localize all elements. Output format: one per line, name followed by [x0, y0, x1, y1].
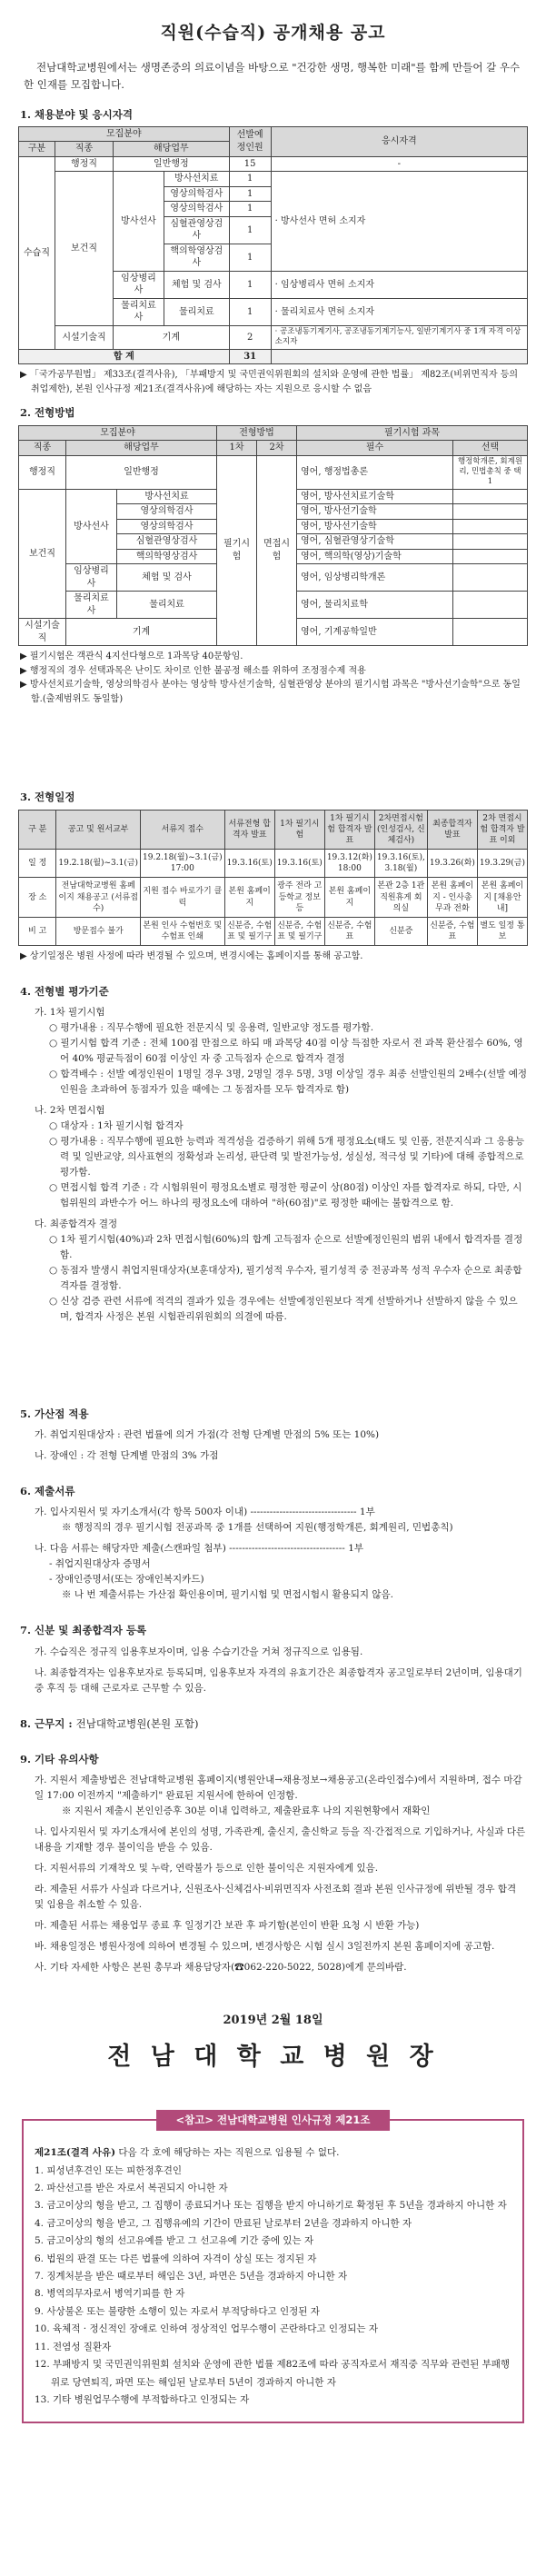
document-item: 나. 다음 서류는 해당자만 제출(스캔파일 첨부) ------------------------------------ 1부	[35, 1543, 364, 1555]
cell: 1	[229, 202, 271, 217]
evaluation-item: ○ 대상자 : 1차 필기시험 합격자	[49, 1119, 184, 1131]
cell: 핵의학영상검사	[164, 244, 230, 271]
cell: 신분증, 수험표	[427, 917, 477, 945]
th-r1: 1차	[217, 441, 257, 456]
cell	[453, 489, 528, 504]
cell: 영어, 임상병리학개론	[297, 564, 453, 592]
document-item: 가. 입사지원서 및 자기소개서(각 항목 500자 이내) --------------------------------- 1부	[35, 1507, 375, 1518]
row-label: 일 정	[19, 850, 56, 878]
notice-item: 라. 제출된 서류가 사실과 다르거나, 신원조사·신체검사·비위면직자 사전조회 결과 본원 인사규정에 위반될 경우 합격 및 임용을 취소할 수 있음.	[35, 1884, 517, 1911]
notice-item: 가. 지원서 제출방법은 전남대학교병원 홈페이지(병원안내→채용정보→채용공고(온라인접수)에서 지원하며, 접수 마감일 17:00 이전까지 "제출하기" 완료된 지원서에 한하여 인정함.	[35, 1775, 522, 1802]
cell: 1	[229, 172, 271, 187]
cell: 영어, 방사선기술학	[297, 519, 453, 534]
row-label: 장 소	[19, 878, 56, 917]
cell: 면접시험	[257, 455, 297, 646]
reference-item: 5. 금고이상의 형의 선고유예를 받고 그 선고유예 기간 중에 있는 자	[35, 2235, 314, 2247]
cell: 보건직	[19, 489, 66, 619]
document-item: ※ 나 번 제출서류는 가산점 확인용이며, 필기시험 및 면접시험시 활용되지 않음.	[62, 1589, 393, 1601]
cell	[453, 564, 528, 592]
reference-item: 11. 전염성 질환자	[35, 2341, 112, 2352]
evaluation-item: ○ 합격배수 : 선발 예정인원이 1명일 경우 3명, 2명일 경우 5명, 3명 이상일 경우 최종 선발인원의 2배수(선발 예정인원을 초과하여 동점자가 있을 때에는 그 동점자를 모두 합격자로 함)	[49, 1068, 528, 1095]
document-item: - 장애인증명서(또는 장애인복지카드)	[49, 1574, 204, 1586]
bonus-item: 가. 취업지원대상자 : 관련 법률에 의거 가점(각 전형 단계별 만점의 5% 또는 10%)	[35, 1429, 380, 1441]
reference-item: 10. 육체적 · 정신적인 장애로 인하여 정상적인 업무수행이 곤란하다고 인정되는 자	[35, 2323, 378, 2335]
th-field: 해당업무	[114, 142, 230, 157]
cell: 19.3.16(토)	[224, 850, 274, 878]
cell: 신분증, 수험표 및 필기구	[274, 917, 324, 945]
cell: 영어, 방사선기술학	[297, 504, 453, 520]
notice-item: ※ 지원서 제출시 본인인증후 30분 이내 입력하고, 제출완료후 나의 지원현황에서 재확인	[62, 1805, 431, 1817]
cell: 물리치료	[117, 592, 217, 619]
cell: · 방사선사 면허 소지자	[271, 172, 527, 272]
cell: 방사선치료	[164, 172, 230, 187]
cell: 체험 및 검사	[117, 564, 217, 592]
cell: 19.2.18(월)~3.1(금) 17:00	[141, 850, 225, 878]
registration-item: 나. 최종합격자는 임용후보자로 등록되며, 임용후보자 자격의 유효기간은 최종합격자 공고일로부터 2년이며, 임용대기 중 후직 등 대해 근로자로 근무할 수 있음.	[35, 1666, 522, 1694]
reference-badge: <참고> 전남대학교병원 인사규정 제21조	[156, 2110, 391, 2131]
cell: 핵의학영상검사	[117, 549, 217, 564]
cell: -	[271, 156, 527, 172]
section-7-body	[22, 1645, 528, 1696]
issuer-name: 전 남 대 학 교 병 원 장	[107, 2042, 439, 2071]
section-1-notes	[20, 368, 526, 396]
reference-intro	[35, 2144, 511, 2162]
cell	[453, 549, 528, 564]
cell: 일반행정	[114, 156, 230, 172]
evaluation-item: 가. 1차 필기시험	[35, 1006, 105, 1018]
note-text: 상기일정은 병원 사정에 따라 변경될 수 있으며, 변경시에는 홈페이지를 통해 공고함.	[29, 951, 363, 962]
cell: 물리치료사	[114, 298, 164, 325]
cell: 영어, 방사선치료기술학	[297, 489, 453, 504]
cell-text: 임상병리사 면허 소지자	[281, 279, 374, 290]
table-row	[19, 156, 528, 172]
th-qual: 응시자격	[271, 126, 527, 156]
cell: 행정직	[55, 156, 114, 172]
cell: 기계	[114, 325, 230, 349]
cell: 본원 홈페이지 [채용안내]	[477, 878, 527, 917]
note-item: ▶ 「국가공무원법」 제33조(결격사유), 「부패방지 및 국민권익위원회의 설치와 운영에 관한 법률」 제82조(비위면직자 등의 취업제한), 본원 인사규정 제21조(결격사유)에 해당하는 자는 지원으로 응시할 수 없음	[20, 370, 519, 394]
cell: 신분증	[374, 917, 427, 945]
evaluation-item: ○ 평가내용 : 직무수행에 필요한 전문지식 및 응용력, 일반교양 정도를 평가함.	[49, 1021, 374, 1033]
cell: 심혈관영상검사	[164, 216, 230, 244]
th-category: 구분	[19, 142, 55, 157]
th-count: 선발예정인원	[229, 126, 271, 156]
cell: 영어, 기계공학일반	[297, 619, 453, 646]
cell-text: 물리치료사 면허 소지자	[281, 306, 374, 317]
notice-item: 바. 채용일정은 병원사정에 의하여 변경될 수 있으며, 변경사항은 시험 실시 3일전까지 본원 홈페이지에 공고함.	[35, 1941, 495, 1953]
th-sched: 1차 필기시험	[274, 810, 324, 849]
cell: 지원 접수 바로가기 클릭	[141, 878, 225, 917]
workplace-value: 전남대학교병원(본원 포함)	[75, 1716, 199, 1730]
cell: 방사선사	[114, 172, 164, 272]
cell: 본원 홈페이지	[324, 878, 374, 917]
th-area: 모집분야	[19, 126, 230, 142]
cell: 신분증, 수험표	[324, 917, 374, 945]
cell: 시설기술직	[19, 619, 66, 646]
cell: 필기시험	[217, 455, 257, 646]
row-label: 비 고	[19, 917, 56, 945]
cell: 별도 일정 통보	[477, 917, 527, 945]
schedule-table	[18, 810, 528, 946]
selection-method-table	[18, 425, 528, 647]
reference-intro-text: 다음 각 호에 해당하는 자는 직원으로 임용될 수 없다.	[115, 2147, 340, 2159]
note-text: 방사선치료기술학, 영상의학검사 분야는 영상학 방사선기술학, 심혈관영상 분야의 필기시험 과목은 "방사선기술학"으로 동일함.(출제범위도 동일함)	[29, 680, 521, 704]
th-area: 모집분야	[19, 425, 217, 441]
reference-intro-label: 제21조(결격 사유)	[35, 2147, 116, 2159]
section-9-heading: 9. 기타 유의사항	[20, 1752, 99, 1765]
th-exam: 필기시험 과목	[297, 425, 528, 441]
section-7-heading: 7. 신분 및 최종합격자 등록	[20, 1624, 147, 1637]
cell: 보건직	[55, 172, 114, 326]
table-row	[19, 325, 528, 349]
cell: 19.3.26(화)	[427, 850, 477, 878]
table-row	[19, 850, 528, 878]
cell: 기계	[66, 619, 217, 646]
cell: 방문접수 불가	[56, 917, 141, 945]
cell: · 공조냉동기계기사, 공조냉동기계기능사, 일반기계기사 중 1개 자격 이상 소지자	[271, 325, 527, 349]
cell: 임상병리사	[66, 564, 117, 592]
evaluation-item: 나. 2차 면접시험	[35, 1104, 105, 1116]
section-5-heading: 5. 가산점 적용	[20, 1407, 89, 1420]
reference-text	[35, 2144, 511, 2409]
cell: 본원 인사 수험번호 및 수험표 인쇄	[141, 917, 225, 945]
cell: 15	[229, 156, 271, 172]
evaluation-item: ○ 면접시험 합격 기준 : 각 시험위원이 평정요소별로 평정한 평균이 상(80점) 이상인 자를 합격자로 하되, 다만, 시험위원의 과반수가 어느 하나의 평정요소에 대하여 "하(60점)"로 평정한 때에는 불합격으로 함.	[49, 1181, 522, 1208]
cell: 1	[229, 271, 271, 298]
section-6-heading: 6. 제출서류	[20, 1485, 75, 1498]
cell: · 물리치료사 면허 소지자	[271, 298, 527, 325]
cell	[453, 534, 528, 550]
cell-text: 공조냉동기계기사, 공조냉동기계기능사, 일반기계기사 중 1개 자격 이상 소지자	[274, 326, 521, 347]
th-job: 직종	[19, 441, 66, 456]
section-4-body	[22, 1005, 528, 1325]
reference-item: 2. 파산선고를 받은 자로서 복권되지 아니한 자	[35, 2182, 228, 2193]
section-9-body	[22, 1773, 528, 1975]
total-row	[19, 349, 528, 364]
section-3-heading: 3. 전형일정	[20, 791, 75, 804]
cell: 본원 홈페이지	[224, 878, 274, 917]
th-sched: 2차면접시험(인성검사, 신체검사)	[374, 810, 427, 849]
section-1-heading: 1. 채용분야 및 응시자격	[20, 107, 133, 121]
cell: 본관 2층 1관 직원휴게 회의실	[374, 878, 427, 917]
cell: 본원 홈페이지 - 인사총무과 전화	[427, 878, 477, 917]
note-item: ▶ 상기일정은 병원 사정에 따라 변경될 수 있으며, 변경시에는 홈페이지를 통해 공고함.	[20, 951, 363, 962]
note-text: 행정직의 경우 선택과목은 난이도 차이로 인한 불공정 해소를 위하여 조정점수제 적용	[29, 665, 366, 676]
cell: 행정직	[19, 455, 66, 489]
document-item: ※ 행정직의 경우 필기시험 전공과목 중 1개를 선택하여 지원(행정학개론, 회계원리, 민법총칙)	[62, 1522, 453, 1534]
cell: 광주 전라 고등학교 정보 등	[274, 878, 324, 917]
section-4-heading: 4. 전형별 평가기준	[20, 984, 109, 998]
th-required: 필수	[297, 441, 453, 456]
cell: 19.2.18(월)~3.1(금)	[56, 850, 141, 878]
section-8-heading	[20, 1716, 528, 1732]
note-item: ▶ 행정직의 경우 선택과목은 난이도 차이로 인한 불공정 해소를 위하여 조정점수제 적용	[20, 665, 366, 676]
cell: 일반행정	[66, 455, 217, 489]
th-method: 전형방법	[217, 425, 297, 441]
cell: 19.3.16(토), 3.18(월)	[374, 850, 427, 878]
cell: 전남대학교병원 홈페이지 채용공고 (서류접수)	[56, 878, 141, 917]
cell: 영상의학검사	[164, 186, 230, 202]
evaluation-item: ○ 필기시험 합격 기준 : 전체 100점 만점으로 하되 매 과목당 40점 이상 득점한 자로서 전 과목 환산점수 60%, 영어 40% 평균득점이 60점 이상인 자 중 고득점자 순으로 합격자 결정	[49, 1037, 523, 1064]
section-6-body	[22, 1505, 528, 1603]
evaluation-item: ○ 신상 검증 관련 서류에 적격의 결과가 있을 경우에는 선발예정인원보다 적게 선발하거나 선발하지 않을 수 있으며, 합격자 사정은 본원 시험관리위원회의 의결에 따름.	[49, 1295, 518, 1322]
cell: 방사선사	[66, 489, 117, 564]
cell: 물리치료사	[66, 592, 117, 619]
reference-box	[22, 2114, 524, 2423]
registration-item: 가. 수습직은 정규직 임용후보자이며, 임용 수습기간을 거쳐 정규직으로 임용됨.	[35, 1646, 363, 1657]
document-item: - 취업지원대상자 증명서	[49, 1558, 151, 1570]
cell: 1	[229, 244, 271, 271]
th-sched: 2차 면접시험 합격자 발표 이외	[477, 810, 527, 849]
section-8-label: 8. 근무지 :	[20, 1716, 73, 1730]
cell: 영어, 핵의학(영상)기술학	[297, 549, 453, 564]
notice-item: 다. 지원서류의 기재착오 및 누락, 연락불가 등으로 인한 불이익은 지원자에게 있음.	[35, 1863, 379, 1875]
cell: 19.3.29(금)	[477, 850, 527, 878]
table-row	[19, 455, 528, 489]
reference-item: 3. 금고이상의 형을 받고, 그 집행이 종료되거나 또는 집행을 받지 아니하기로 확정된 후 5년을 경과하지 아니한 자	[35, 2200, 507, 2212]
note-item: ▶ 방사선치료기술학, 영상의학검사 분야는 영상학 방사선기술학, 심혈관영상 분야의 필기시험 과목은 "방사선기술학"으로 동일함.(출제범위도 동일함)	[20, 680, 521, 704]
section-3-notes	[20, 950, 526, 964]
evaluation-item: 다. 최종합격자 결정	[35, 1218, 118, 1229]
th-job: 직종	[55, 142, 114, 157]
evaluation-item: ○ 동점자 발생시 취업지원대상자(보훈대상자), 필기성적 우수자, 필기성적 중 전공과목 성적 우수자 순으로 최종합격자를 결정함.	[49, 1264, 522, 1291]
cell	[453, 504, 528, 520]
cell: 수습직	[19, 156, 55, 349]
table-row	[19, 172, 528, 187]
cell	[453, 619, 528, 646]
th-field: 해당업무	[66, 441, 217, 456]
reference-item: 8. 병역의무자로서 병역기피를 한 자	[35, 2288, 185, 2300]
total-value: 31	[229, 349, 271, 364]
th-sched: 구 분	[19, 810, 56, 849]
reference-item: 13. 기타 병원업무수행에 부적합하다고 인정되는 자	[35, 2394, 250, 2405]
cell: 영어, 물리치료학	[297, 592, 453, 619]
section-5-body	[22, 1427, 528, 1464]
note-text: 「국가공무원법」 제33조(결격사유), 「부패방지 및 국민권익위원회의 설치와 운영에 관한 법률」 제82조(비위면직자 등의 취업제한), 본원 인사규정 제21조(결격사유)에 해당하는 자는 지원으로 응시할 수 없음	[29, 370, 519, 394]
th-sched: 서류전형 합격자 발표	[224, 810, 274, 849]
cell: 심혈관영상검사	[117, 534, 217, 550]
cell: 방사선치료	[117, 489, 217, 504]
cell: 2	[229, 325, 271, 349]
cell: 1	[229, 216, 271, 244]
cell: 영어, 행정법총론	[297, 455, 453, 489]
notice-item: 나. 입사지원서 및 자기소개서에 본인의 성명, 가족관계, 출신지, 출신학교 등을 직·간접적으로 기입하거나, 사실과 다른 내용을 기재할 경우 불이익을 받을 수 있음.	[35, 1826, 526, 1854]
evaluation-item: ○ 1차 필기시험(40%)과 2차 면접시험(60%)의 합계 고득점자 순으로 선발예정인원의 범위 내에서 합격자를 결정함.	[49, 1233, 523, 1260]
th-r2: 2차	[257, 441, 297, 456]
note-item: ▶ 필기시험은 객관식 4지선다형으로 1과목당 40문항임.	[20, 651, 243, 662]
th-sched: 서류지 접수	[141, 810, 225, 849]
table-row	[19, 878, 528, 917]
th-sched: 공고 및 원서교부	[56, 810, 141, 849]
note-text: 필기시험은 객관식 4지선다형으로 1과목당 40문항임.	[29, 651, 243, 662]
notice-item: 사. 기타 자세한 사항은 본원 총무과 채용담당자(☎062-220-5022, 5028)에게 문의바람.	[35, 1962, 407, 1974]
reference-item: 6. 법원의 판결 또는 다른 법률에 의하여 자격이 상실 또는 정지된 자	[35, 2253, 317, 2264]
cell: 19.3.12(화) 18:00	[324, 850, 374, 878]
section-2-heading: 2. 전형방법	[20, 406, 75, 420]
cell: 임상병리사	[114, 271, 164, 298]
reference-item: 12. 부패방지 및 국민권익위원회 설치와 운영에 관한 법률 제82조에 따라 공직자로서 재직중 직무와 관련된 부패행위로 당연퇴직, 파면 또는 해임된 날로부터 5년이 경과하지 아니한 자	[35, 2359, 511, 2388]
cell: 영상의학검사	[117, 519, 217, 534]
cell: 영상의학검사	[164, 202, 230, 217]
cell: 영상의학검사	[117, 504, 217, 520]
evaluation-item: ○ 평가내용 : 직무수행에 필요한 능력과 적격성을 검증하기 위해 5개 평정요소(태도 및 인품, 전문지식과 그 응용능력 및 일반교양, 의사표현의 정확성과 논리성, 판단력 및 발전가능성, 성실성, 적극성 및 기타)에 대해 종합적으로 평가함.	[49, 1135, 525, 1178]
reference-item: 4. 금고이상의 형을 받고, 그 집행유예의 기간이 만료된 날로부터 2년을 경과하지 아니한 자	[35, 2217, 412, 2229]
cell: 19.3.16(토)	[274, 850, 324, 878]
cell: 물리치료	[164, 298, 230, 325]
cell: 체험 및 검사	[164, 271, 230, 298]
notice-date: 2019년 2월 18일	[223, 2014, 323, 2028]
intro-paragraph: 전남대학교병원에서는 생명존중의 의료이념을 바탕으로 "건강한 생명, 행복한 미래"를 함께 만들어 갈 우수한 인재를 모집합니다.	[24, 60, 521, 92]
th-sched: 1차 필기시험 합격자 발표	[324, 810, 374, 849]
cell: 행정학개론, 회계원리, 민법총칙 중 택 1	[453, 455, 528, 489]
th-sched: 최종합격자 발표	[427, 810, 477, 849]
cell: · 임상병리사 면허 소지자	[271, 271, 527, 298]
reference-item: 1. 피성년후견인 또는 피한정후견인	[35, 2164, 183, 2176]
cell: 1	[229, 298, 271, 325]
total-label: 합 계	[19, 349, 230, 364]
cell	[271, 349, 527, 364]
cell: 1	[229, 186, 271, 202]
recruitment-table	[18, 126, 528, 364]
notice-item: 마. 제출된 서류는 채용업무 종료 후 일정기간 보관 후 파기함(본인이 반환 요청 시 반환 가능)	[35, 1920, 420, 1932]
cell	[453, 519, 528, 534]
th-elective: 선택	[453, 441, 528, 456]
reference-item: 9. 사상불온 또는 불량한 소행이 있는 자로서 부적당하다고 인정된 자	[35, 2305, 320, 2317]
reference-items	[35, 2163, 511, 2410]
cell: 시설기술직	[55, 325, 114, 349]
cell: 신분증, 수험표 및 필기구	[224, 917, 274, 945]
table-row	[19, 917, 528, 945]
reference-item: 7. 징계처분을 받은 때로부터 해임은 3년, 파면은 5년을 경과하지 아니한 자	[35, 2271, 348, 2283]
page-title: 직원(수습직) 공개채용 공고	[160, 23, 386, 43]
section-2-notes	[20, 650, 526, 706]
cell	[453, 592, 528, 619]
cell-text: 방사선사 면허 소지자	[281, 215, 366, 226]
bonus-item: 나. 장애인 : 각 전형 단계별 만점의 3% 가점	[35, 1450, 219, 1462]
cell: 영어, 심혈관영상기술학	[297, 534, 453, 550]
